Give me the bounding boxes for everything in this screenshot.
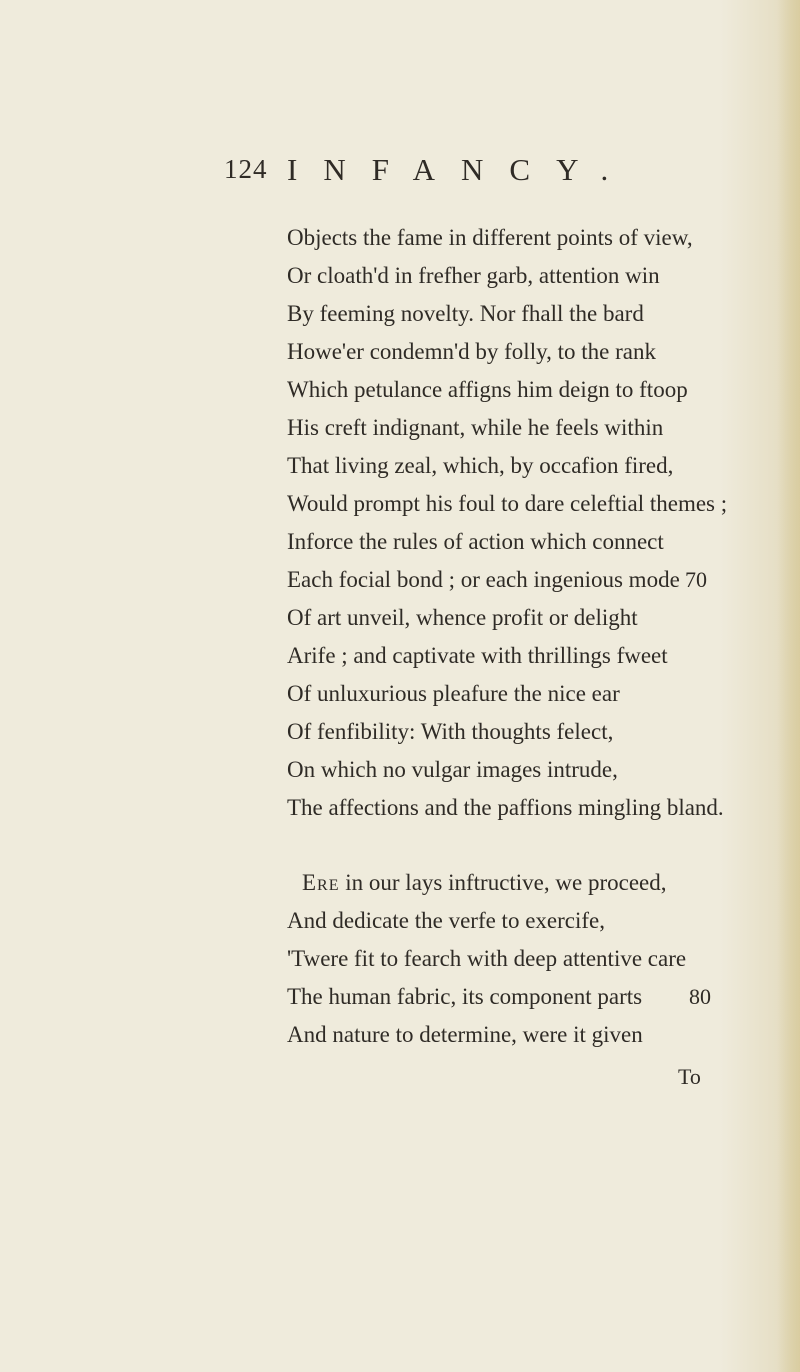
verse-line: The human fabric, its component parts bbox=[287, 984, 643, 1009]
verse-line: His creft indignant, while he feels within bbox=[287, 415, 664, 440]
verse-line: That living zeal, which, by occafion fired, bbox=[287, 453, 674, 478]
verse-line: Would prompt his foul to dare celeftial themes ; bbox=[287, 491, 728, 516]
verse-line: And nature to determine, were it given bbox=[287, 1022, 643, 1047]
line-number-80: 80 bbox=[689, 984, 711, 1009]
verse-line: Of art unveil, whence profit or delight bbox=[287, 605, 638, 630]
stanza-opening-rest: in our lays inftructive, we proceed, bbox=[339, 870, 667, 895]
verse-line: Of fenfibility: With thoughts felect, bbox=[287, 719, 614, 744]
verse-line: Which petulance affigns him deign to ftoop bbox=[287, 377, 688, 402]
verse-line: The affections and the paffions mingling bland. bbox=[287, 795, 724, 820]
catchword: To bbox=[678, 1064, 701, 1089]
page-edge-shading bbox=[778, 0, 800, 1372]
verse-line: Each focial bond ; or each ingenious mode bbox=[287, 567, 680, 592]
verse-line: Howe'er condemn'd by folly, to the rank bbox=[287, 339, 656, 364]
running-title: INFANCY. bbox=[287, 152, 635, 187]
verse-line: Or cloath'd in frefher garb, attention win bbox=[287, 263, 660, 288]
verse-line: Inforce the rules of action which connect bbox=[287, 529, 664, 554]
verse-line: Of unluxurious pleafure the nice ear bbox=[287, 681, 620, 706]
verse-line: And dedicate the verfe to exercife, bbox=[287, 908, 605, 933]
verse-line: By feeming novelty. Nor fhall the bard bbox=[287, 301, 644, 326]
verse-line: 'Twere fit to fearch with deep attentive care bbox=[287, 946, 687, 971]
verse-line: Arife ; and captivate with thrillings fweet bbox=[287, 643, 668, 668]
line-number-70: 70 bbox=[685, 567, 707, 592]
page-header bbox=[0, 154, 800, 194]
stanza-opening-word: Ere bbox=[302, 870, 340, 895]
page-number: 124 bbox=[224, 154, 268, 184]
verse-line: On which no vulgar images intrude, bbox=[287, 757, 618, 782]
verse-line: Objects the fame in different points of view, bbox=[287, 225, 693, 250]
verse-line-stanza-opening bbox=[302, 869, 667, 897]
